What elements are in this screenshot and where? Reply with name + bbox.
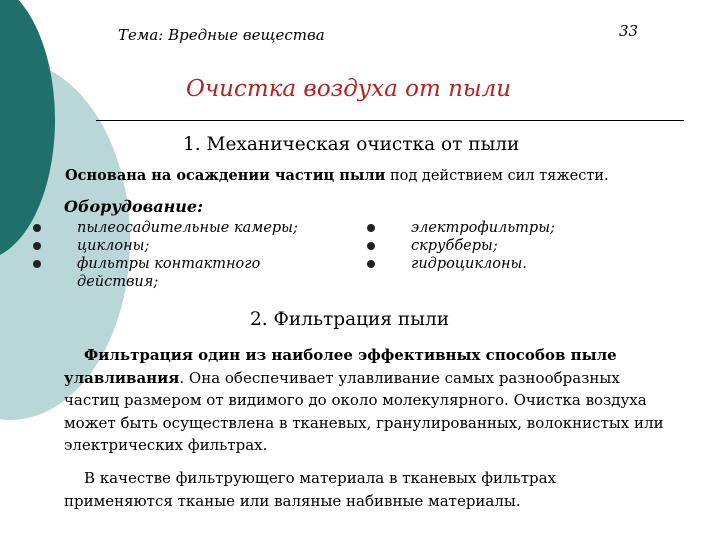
bullet-icon [367, 242, 375, 250]
topic-label: Тема: Вредные вещества [118, 26, 325, 44]
filter-material-text: В качестве фильтрующего материала в тканевых фильтрах применяются тканые или валяные набивные материалы. [64, 469, 557, 510]
section2-heading: 2. Фильтрация пыли [250, 309, 450, 330]
list-item-text: фильтры контактного действия; [77, 256, 261, 290]
slide-title: Очистка воздуха от пыли [186, 76, 512, 102]
filtration-paragraph [64, 344, 664, 457]
list-item [411, 255, 611, 273]
section1-description-rest: под действием сил тяжести. [385, 168, 609, 184]
filtration-paragraph-bold: Фильтрация один из наиболее эффективных способов пыле улавливания [64, 346, 617, 387]
list-item-text: циклоны; [77, 238, 150, 254]
section1-heading: 1. Механическая очистка от пыли [183, 134, 520, 155]
list-item [411, 237, 611, 255]
list-item [77, 219, 327, 237]
bullet-icon [33, 224, 41, 232]
divider-line [96, 120, 684, 121]
list-item-text: скрубберы; [411, 238, 498, 254]
bullet-icon [367, 260, 375, 268]
bullet-icon [33, 242, 41, 250]
section1-description [65, 167, 609, 184]
list-item-text: электрофильтры; [411, 220, 555, 236]
list-item-text: гидроциклоны. [411, 256, 527, 272]
filter-material-paragraph [64, 467, 664, 512]
page-number: 33 [619, 22, 639, 40]
equipment-list-left [77, 219, 327, 291]
list-item [77, 255, 327, 291]
bullet-icon [33, 260, 41, 268]
list-item [77, 237, 327, 255]
bullet-icon [367, 224, 375, 232]
equipment-heading: Оборудование: [64, 197, 203, 216]
section1-description-bold: Основана на осаждении частиц пыли [65, 167, 386, 184]
filtration-paragraph-rest: . Она обеспечивает улавливание самых разнообразных частиц размером от видимого до около молекулярного. Очистка воздуха может быть осуществлена в тканевых, гранулированных, волокнистых или электрических фильтрах. [64, 368, 664, 454]
list-item-text: пылеосадительные камеры; [77, 220, 298, 236]
list-item [411, 219, 611, 237]
equipment-list-right [411, 219, 611, 273]
